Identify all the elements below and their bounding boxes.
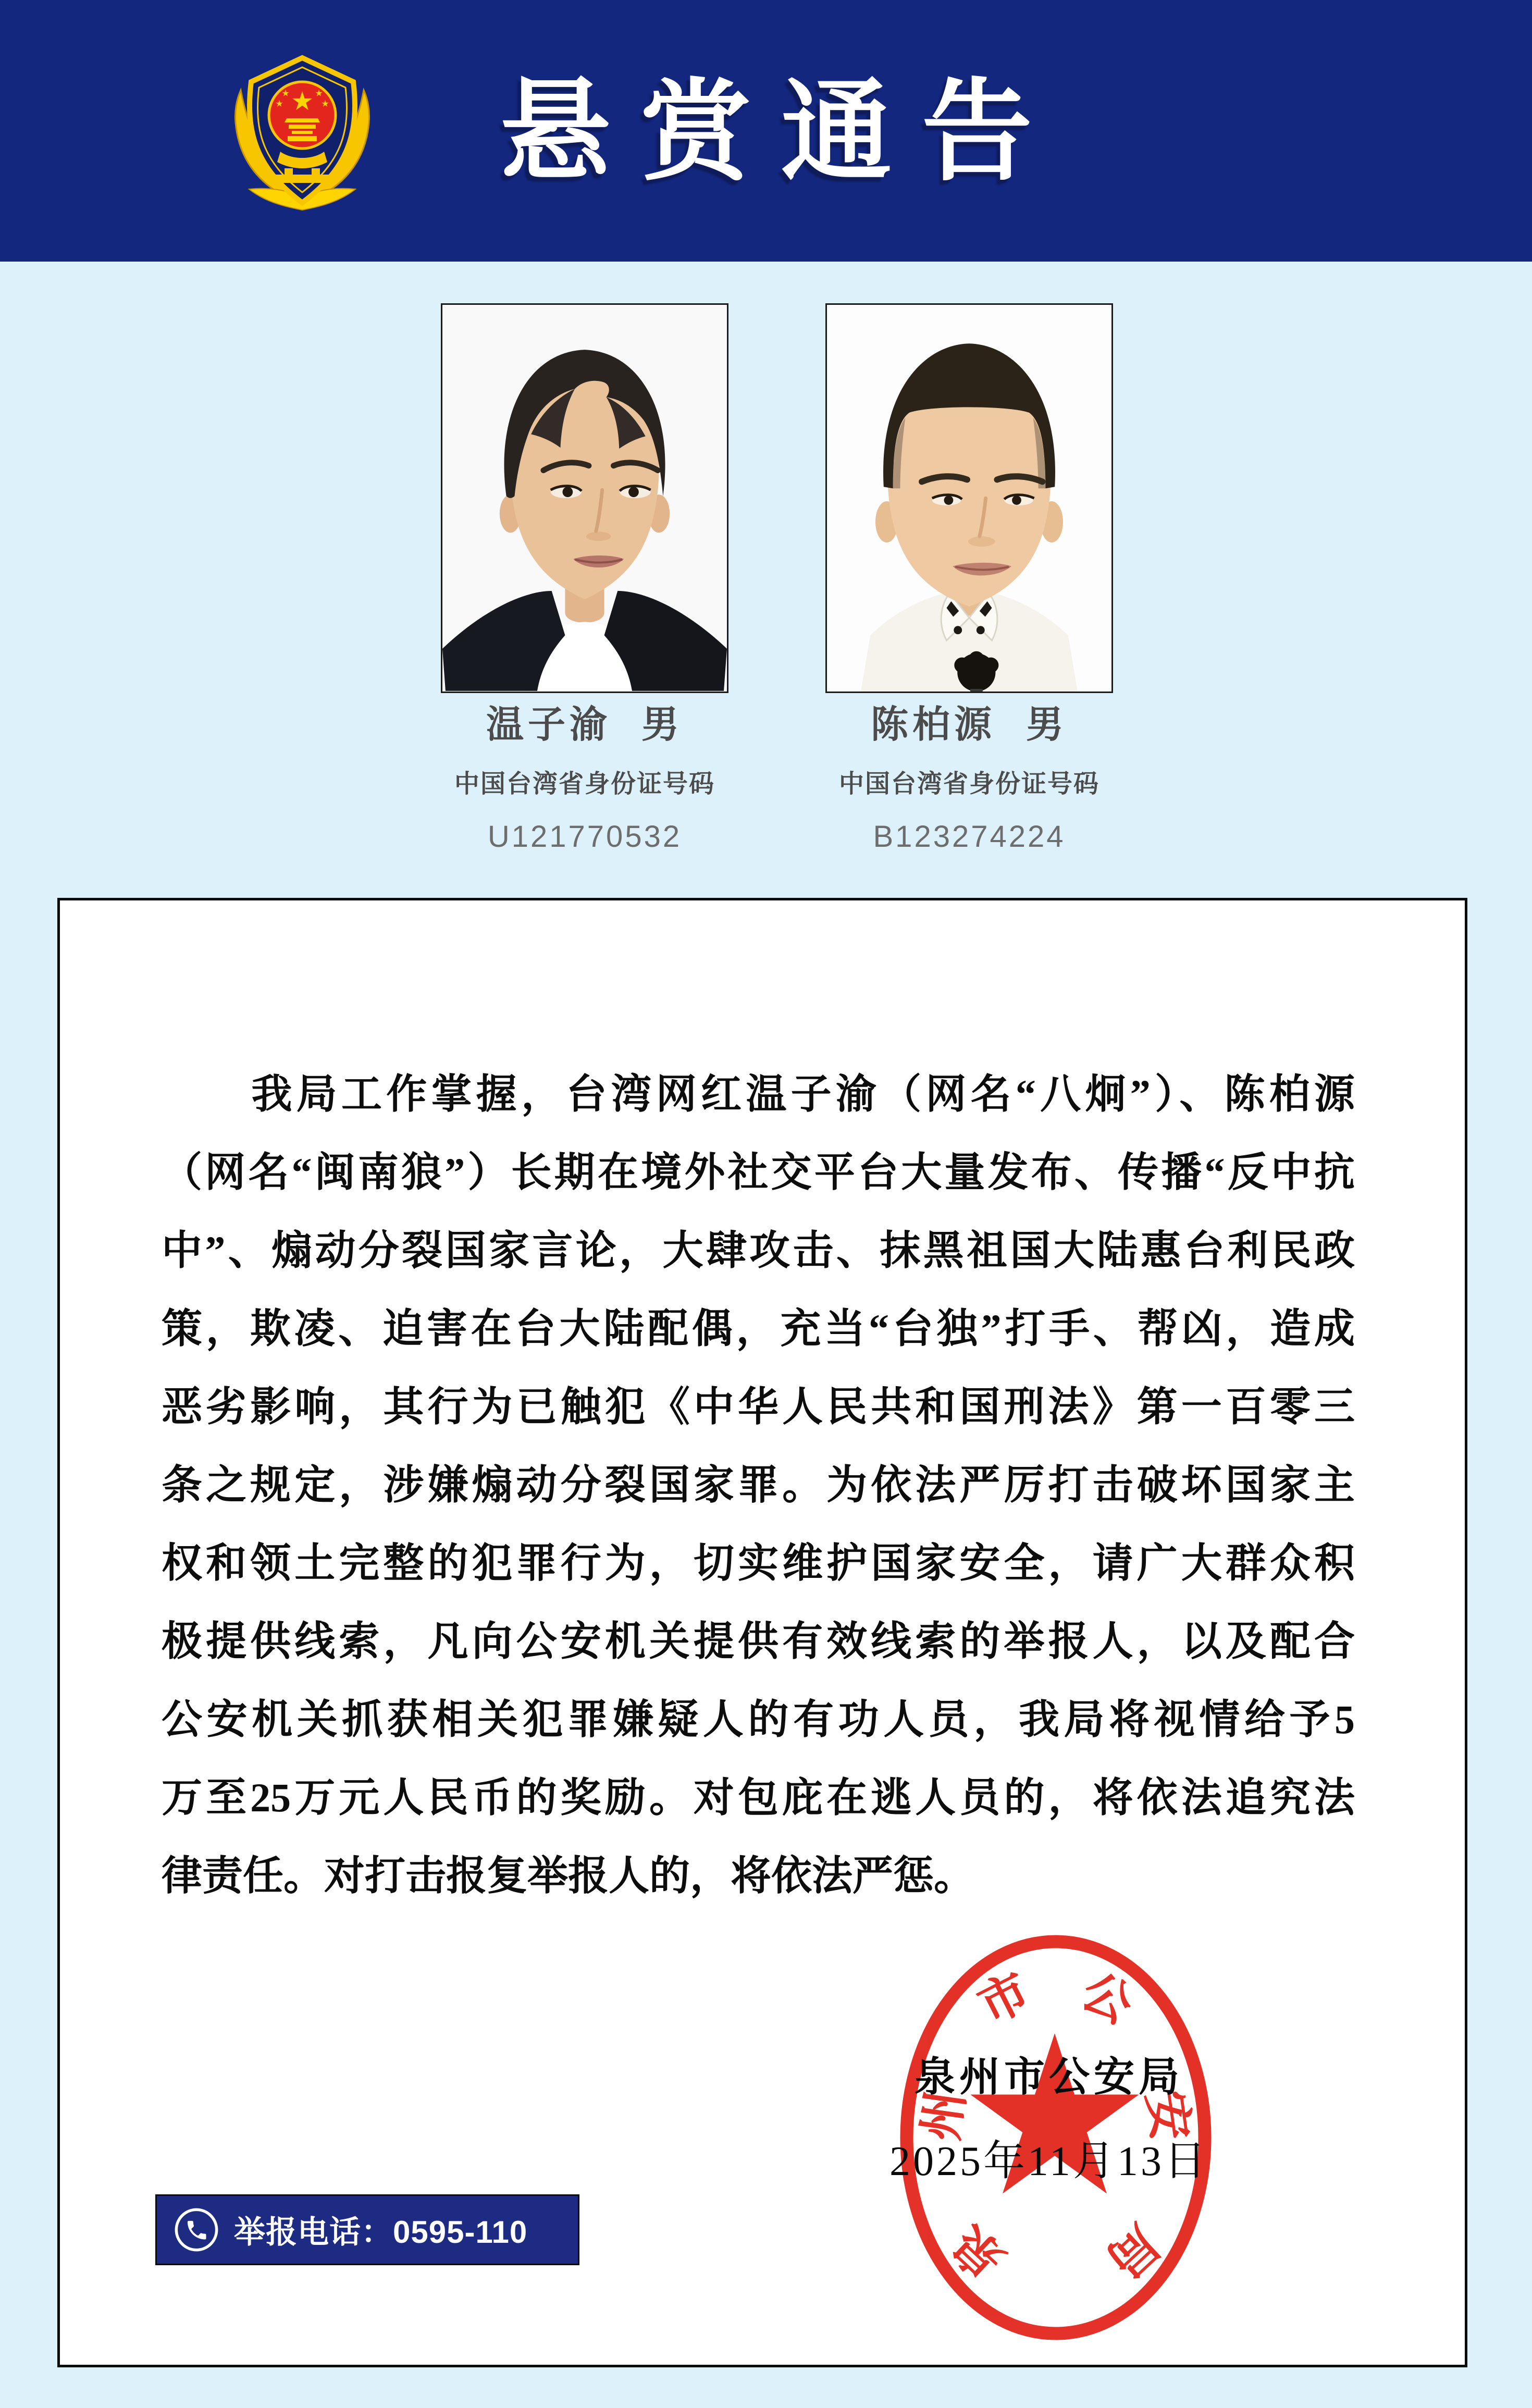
seal-ring-char: 安	[1138, 2088, 1199, 2144]
notice-line: 律责任。对打击报复举报人的，将依法严惩。	[162, 1853, 975, 1898]
portrait-chen-boyuan-illustration	[827, 305, 1111, 691]
seal-ring-char: 市	[970, 1962, 1039, 2034]
report-hotline-bar	[155, 2194, 579, 2265]
suspect-gender: 男	[1026, 704, 1068, 746]
suspect-id-number: B123274224	[873, 820, 1066, 854]
suspect-id-label: 中国台湾省身份证号码	[454, 770, 715, 798]
seal-ring-char: 公	[1073, 1962, 1142, 2034]
seal-ring-char: 局	[1096, 2215, 1170, 2289]
page-title: 悬赏通告	[500, 70, 1062, 193]
phone-icon	[172, 2206, 220, 2254]
suspect-gender: 男	[641, 704, 684, 746]
notice-paragraph	[162, 1055, 1355, 1915]
notice-line: 公安机关抓获相关犯罪嫌疑人的有功人员，我局将视情给予5	[162, 1697, 1355, 1742]
portrait-wen-ziyu-illustration	[442, 305, 727, 691]
suspect-photo-chen-boyuan	[825, 303, 1113, 693]
seal-ring-char: 州	[912, 2088, 974, 2144]
suspect-name: 温子渝	[486, 704, 611, 746]
notice-line: 万至25万元人民币的奖励。对包庇在逃人员的，将依法追究法	[162, 1775, 1355, 1820]
notice-line: 极提供线索，凡向公安机关提供有效线索的举报人，以及配合	[162, 1619, 1355, 1664]
suspect-name-row	[735, 702, 1204, 747]
notice-line: 中”、煽动分裂国家言论，大肆攻击、抹黑祖国大陆惠台利民政	[162, 1228, 1355, 1273]
suspect-id-label: 中国台湾省身份证号码	[838, 770, 1099, 798]
hotline-number-label: 举报电话：0595-110	[234, 2215, 528, 2250]
notice-line: （网名“闽南狼”）长期在境外社交平台大量发布、传播“反中抗	[162, 1150, 1355, 1195]
header-banner	[0, 0, 1532, 262]
notice-line: 恶劣影响，其行为已触犯《中华人民共和国刑法》第一百零三	[162, 1384, 1355, 1429]
suspect-photo-wen-ziyu	[441, 303, 728, 693]
suspect-name: 陈柏源	[870, 704, 996, 746]
suspect-id-number: U121770532	[487, 820, 682, 854]
notice-line: 策，欺凌、迫害在台大陆配偶，充当“台独”打手、帮凶，造成	[162, 1306, 1355, 1351]
seal-ring-char: 泉	[941, 2215, 1015, 2289]
issuing-authority: 泉州市公安局	[914, 2054, 1183, 2100]
notice-line: 条之规定，涉嫌煽动分裂国家罪。为依法严厉打击破坏国家主	[162, 1462, 1355, 1508]
notice-line: 权和领土完整的犯罪行为，切实维护国家安全，请广大群众积	[162, 1540, 1355, 1586]
issue-date: 2025年11月13日	[889, 2139, 1209, 2184]
notice-line: 我局工作掌握，台湾网红温子渝（网名“八炯”）、陈柏源	[162, 1071, 1355, 1117]
